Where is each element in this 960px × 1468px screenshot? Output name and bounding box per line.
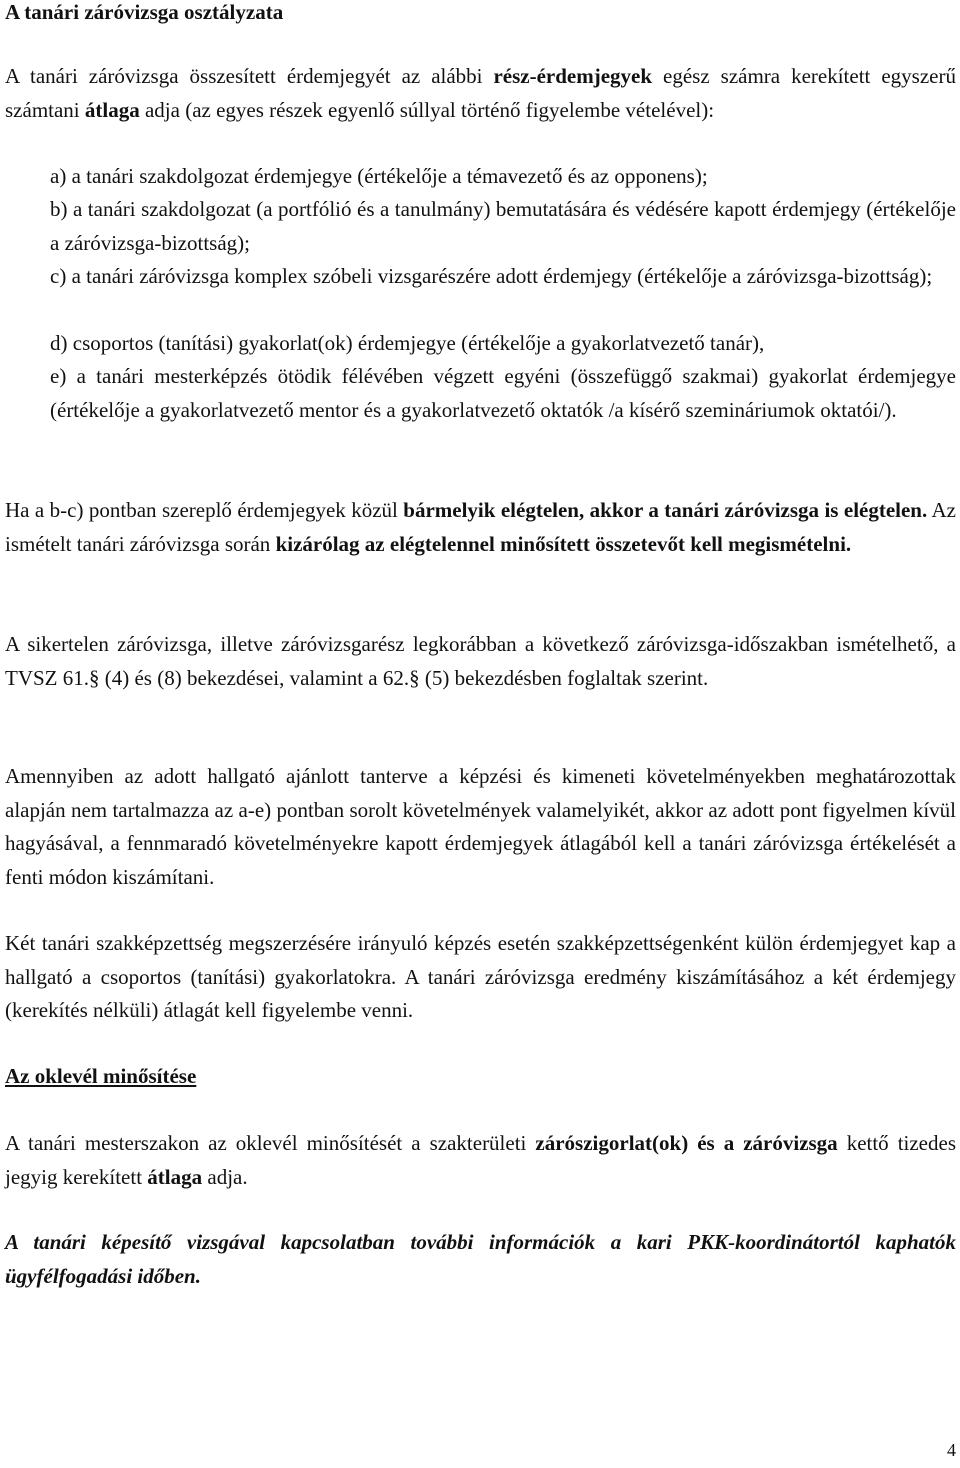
list-item-d: d) csoportos (tanítási) gyakorlat(ok) érdemjegye (értékelője a gyakorlatvezető tanár), (50, 331, 765, 355)
fail-text-2: Az ismételt tanári záróvizsga során (5, 498, 956, 556)
section-title-diploma: Az oklevél minősítése (5, 1064, 197, 1088)
list-item-b: b) a tanári szakdolgozat (a portfólió és a tanulmány) bemutatására és védésére kapott érdemjegy (értékelője a záróvizsga-bizottság); (50, 197, 956, 255)
intro-text-2: egész számra kerekített egyszerű számtani (5, 64, 956, 122)
diploma-paragraph (5, 1127, 956, 1194)
list-item-c: c) a tanári záróvizsga komplex szóbeli vizsgarészére adott érdemjegy (értékelője a záróvizsga-bizottság); (50, 264, 933, 288)
intro-paragraph (5, 60, 956, 127)
diploma-text-2: kettő tizedes jegyig kerekített (5, 1131, 957, 1189)
diploma-text-3: adja. (202, 1164, 248, 1189)
intro-bold-partial-grades: rész-érdemjegyek (493, 64, 653, 88)
fail-bold-1: bármelyik elégtelen, akkor a tanári záróvizsga is elégtelen. (403, 498, 928, 522)
diploma-bold-average: átlaga (147, 1164, 203, 1189)
diploma-text-1: A tanári mesterszakon az oklevél minősítését a szakterületi (5, 1131, 536, 1155)
repeat-paragraph: A sikertelen záróvizsga, illetve záróvizsgarész legkorábban a következő záróvizsga-időszakban ismételhető, a TVSZ 61.§ (4) és (8) bekezdései, valamint a 62.§ (5) bekezdésben foglaltak szerint. (5, 632, 956, 690)
fail-paragraph (5, 494, 956, 561)
intro-text-3: adja (az egyes részek egyenlő súllyal történő figyelembe vételével): (139, 97, 715, 122)
curriculum-paragraph: Amennyiben az adott hallgató ajánlott tanterve a képzési és kimeneti követelményekben meghatározottak alapján nem tartalmazza az a-e) pontban sorolt követelmények valamelyikét, akkor az adott pont figyelmen kívül hagyásával, a fennmaradó követelményekre kapott érdemjegyek átlagából kell a tanári záróvizsga értékelését a fenti módon kiszámítani. (5, 764, 956, 889)
fail-bold-2: kizárólag az elégtelennel minősített összetevőt kell megismételni. (275, 531, 852, 556)
list-item-a: a) a tanári szakdolgozat érdemjegye (értékelője a témavezető és az opponens); (50, 164, 708, 188)
info-note: A tanári képesítő vizsgával kapcsolatban további információk a kari PKK-koordinátortól kaphatók ügyfélfogadási időben. (5, 1230, 956, 1288)
fail-text-1: Ha a b-c) pontban szereplő érdemjegyek közül (5, 498, 404, 522)
list-item-e: e) a tanári mesterképzés ötödik félévében végzett egyéni (összefüggő szakmai) gyakorlat érdemjegye (értékelője a gyakorlatvezető mentor és a gyakorlatvezető oktatók /a kísérő szemináriumok oktatói/). (50, 364, 956, 422)
section-title-grading: A tanári záróvizsga osztályzata (5, 0, 284, 24)
intro-bold-average: átlaga (84, 97, 140, 122)
intro-text-1: A tanári záróvizsga összesített érdemjegyét az alábbi (5, 64, 494, 88)
diploma-bold-exams: zárószigorlat(ok) és a záróvizsga (535, 1131, 838, 1155)
page-number: 4 (947, 1440, 956, 1460)
two-qualifications-paragraph: Két tanári szakképzettség megszerzésére irányuló képzés esetén szakképzettségenként külön érdemjegyet kap a hallgató a csoportos (tanítási) gyakorlatokra. A tanári záróvizsga eredmény kiszámításához a két érdemjegy (kerekítés nélküli) átlagát kell figyelembe venni. (5, 931, 956, 1022)
